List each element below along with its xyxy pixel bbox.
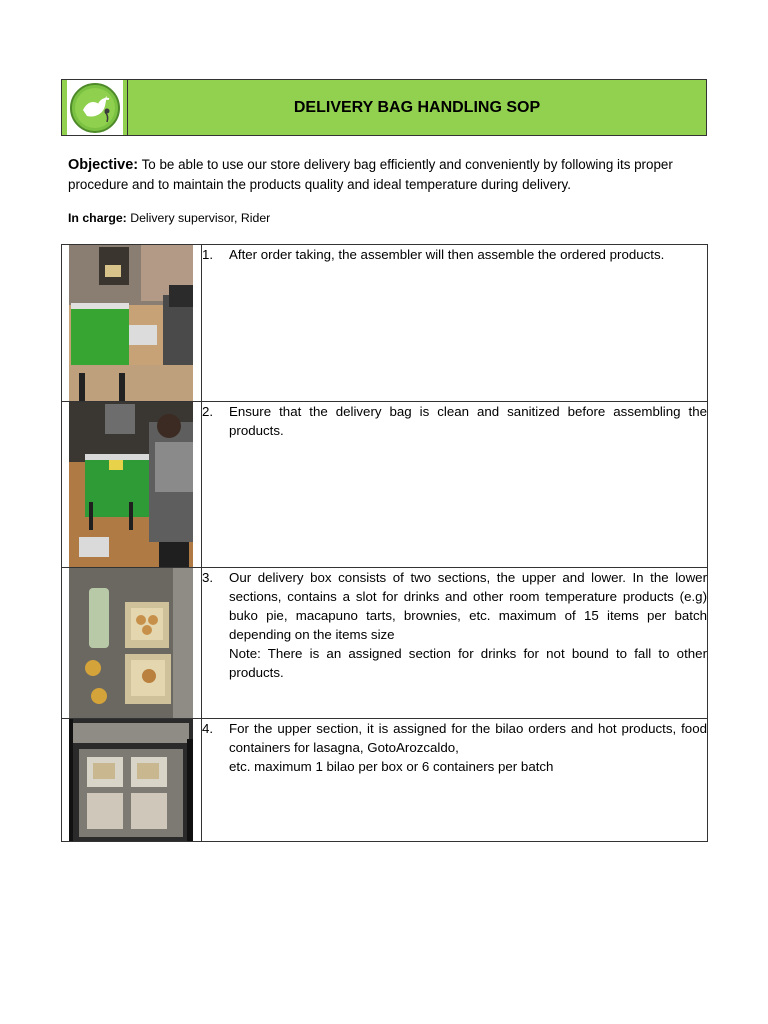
table-row: [62, 568, 708, 719]
in-charge-label: In charge:: [68, 211, 127, 225]
dove-logo-icon: [67, 80, 123, 135]
table-row: [62, 245, 708, 402]
step-1-photo: [69, 245, 193, 401]
step-number: 1.: [202, 247, 214, 262]
step-text-cell: [202, 719, 708, 842]
step-text-cell: [202, 568, 708, 719]
step-item: [202, 245, 707, 264]
step-item: [202, 402, 707, 440]
step-text-cell: [202, 402, 708, 568]
step-text: Our delivery box consists of two sections, the upper and lower. In the lower sections, contains a slot for drinks and other room temperature products (e.g) buko pie, macapuno tarts, brownies, etc. maximum of 15 items per batch depending on the items size: [229, 570, 707, 642]
step-number: 2.: [202, 404, 214, 419]
sop-header: [61, 79, 707, 136]
steps-table: [61, 244, 708, 842]
step-number: 4.: [202, 721, 214, 736]
objective-text: To be able to use our store delivery bag efficiently and conveniently by following its proper procedure and to maintain the products quality and ideal temperature during delivery.: [68, 157, 673, 192]
objective-label: Objective:: [68, 157, 139, 173]
objective-paragraph: [68, 155, 702, 194]
step-note: Note: There is an assigned section for drinks for not bound to fall to other products.: [229, 646, 707, 680]
table-row: [62, 402, 708, 568]
step-item: [202, 568, 707, 682]
step-item: [202, 719, 707, 776]
table-row: [62, 719, 708, 842]
step-2-photo: [69, 402, 193, 567]
photo-cell: [62, 402, 202, 568]
step-text: After order taking, the assembler will then assemble the ordered products.: [229, 247, 665, 262]
step-note: etc. maximum 1 bilao per box or 6 containers per batch: [229, 759, 554, 774]
photo-cell: [62, 719, 202, 842]
step-3-photo: [69, 568, 193, 718]
page-title: DELIVERY BAG HANDLING SOP: [293, 98, 541, 116]
step-text: Ensure that the delivery bag is clean and sanitized before assembling the products.: [229, 404, 707, 438]
in-charge-text: Delivery supervisor, Rider: [130, 211, 271, 225]
step-number: 3.: [202, 570, 214, 585]
photo-cell: [62, 245, 202, 402]
in-charge-line: [68, 211, 270, 225]
step-text-cell: [202, 245, 708, 402]
logo-cell: [62, 80, 128, 135]
step-text: For the upper section, it is assigned for the bilao orders and hot products, food containers for lasagna, GotoArozcaldo,: [229, 721, 707, 755]
photo-cell: [62, 568, 202, 719]
step-4-photo: [69, 719, 193, 841]
